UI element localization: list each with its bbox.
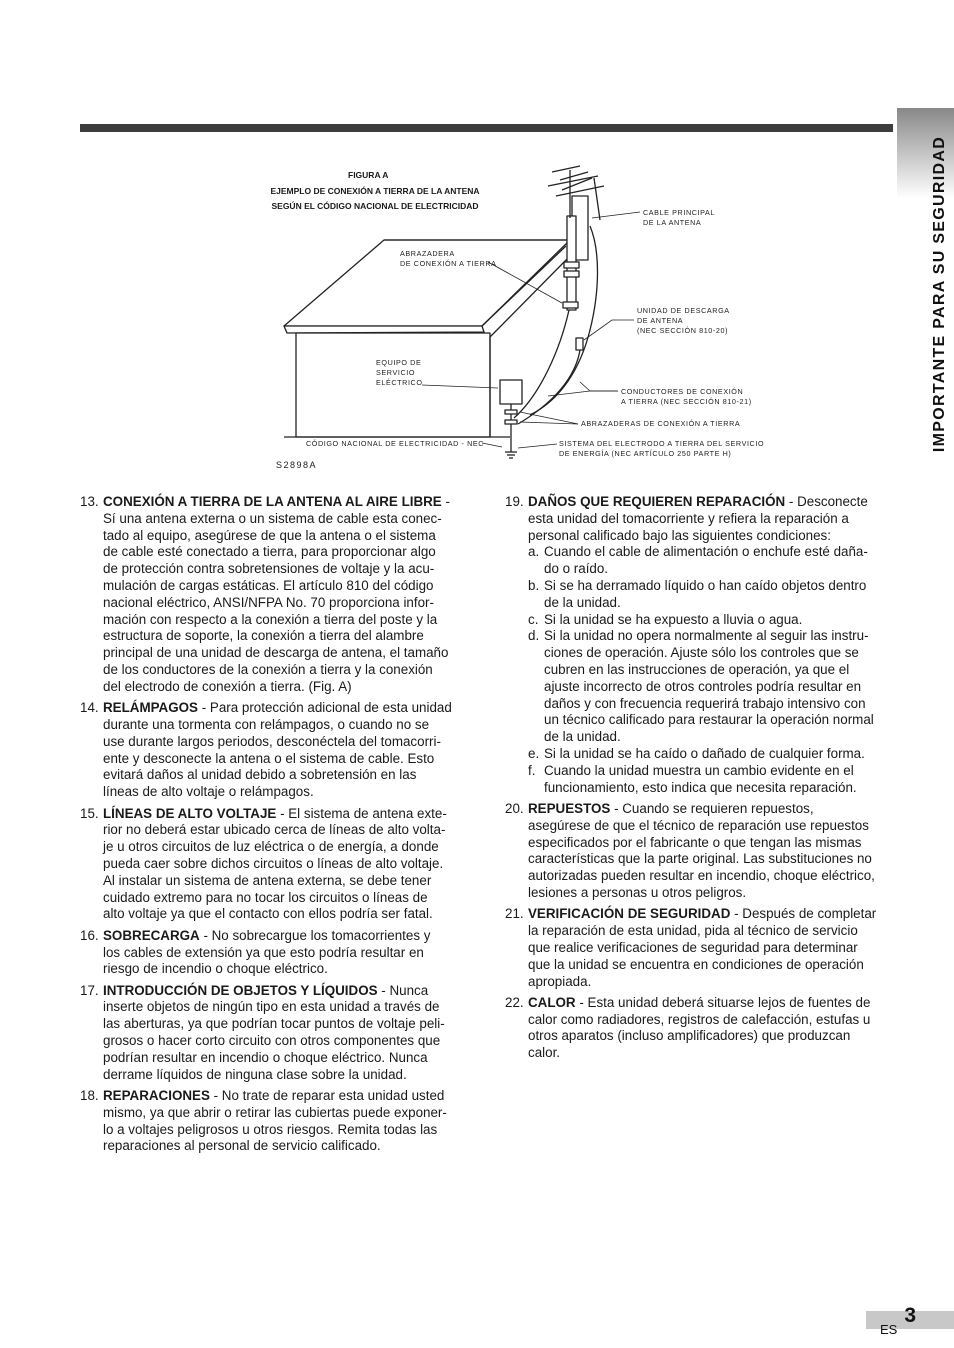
item-line: - Nunca [377,982,429,998]
item-line: los cables de extensión ya que esto podría resultar en [103,944,424,960]
item-line: - [441,494,450,509]
label-service-3: ELÉCTRICO [376,378,423,387]
sub-item [528,578,893,612]
sub-line: Si la unidad se ha expuesto a lluvia o agua. [544,611,803,627]
sub-line: cubren en las instrucciones de operación, ya que el [544,661,850,677]
left-column [80,494,472,1160]
item-line: grosos o hacer corto circuito con otros componentes que [103,1033,441,1049]
list-item [505,995,893,1062]
label-discharge-2: DE ANTENA [637,316,684,325]
item-line: lesiones a personas u otros peligros. [528,884,747,900]
house-roof-edge [284,326,484,333]
sub-line: ciones de operación. Ajuste sólo los controles que se [544,645,859,661]
item-number: 14. [80,700,99,716]
label-nec: CÓDIGO NACIONAL DE ELECTRICIDAD - NEC [306,439,485,448]
list-item [80,806,472,924]
label-discharge-1: UNIDAD DE DESCARGA [637,306,730,315]
sub-item [528,544,893,578]
item-line: de cable esté conectado a tierra, para proporcionar algo [103,544,436,560]
item-line: alto voltaje ya que el contacto con ellos podría ser fatal. [103,906,433,922]
sub-letter: b. [528,577,540,593]
item-line: - Desconecte [785,494,868,509]
antenna-grounding-diagram [0,0,954,480]
item-line: principal de una unidad de descarga de antena, el tamaño [103,645,449,661]
item-number: 20. [505,800,524,816]
sub-line: ajuste incorrecto de otros controles podría resultar en [544,678,862,694]
list-item [505,906,893,990]
label-clamp-2: DE CONEXIÓN A TIERRA [400,259,497,268]
item-line: asegúrese de que el técnico de reparación use repuestos [528,817,869,833]
item-line: especificados por el fabricante o que tengan las mismas [528,834,862,850]
item-line: - No trate de reparar esta unidad usted [209,1088,445,1104]
item-line: - El sistema de antena exte- [276,805,447,821]
item-line: líneas de alto voltaje o relámpagos. [103,784,314,800]
figure-subtitle-2: SEGÚN EL CÓDIGO NACIONAL DE ELECTRICIDAD [271,201,479,211]
item-heading: SOBRECARGA [103,927,200,943]
item-number: 13. [80,494,99,509]
item-heading: RELÁMPAGOS [103,700,198,716]
right-column [505,494,893,1067]
item-line: características que la parte original. Las substituciones no [528,851,872,867]
item-line: ente y desconecte la antena o el sistema de cable. Esto [103,750,435,766]
item-number: 15. [80,805,99,821]
item-line: riesgo de incendio o choque eléctrico. [103,961,328,977]
item-line: rior no deberá estar ubicado cerca de líneas de alto volta- [103,822,446,838]
item-line: inserte objetos de ningún tipo en esta unidad a través de [103,999,440,1015]
list-item [80,700,472,801]
sub-item [528,763,893,797]
item-line: de protección contra sobretensiones de voltaje y la acu- [103,561,435,577]
item-heading: VERIFICACIÓN DE SEGURIDAD [528,906,731,922]
item-line: evitará daños al unidad debido a sobretensión en las [103,767,417,783]
service-equipment [500,380,522,404]
item-heading: LÍNEAS DE ALTO VOLTAJE [103,805,277,821]
item-line: del electrodo de conexión a tierra. (Fig. A) [103,678,352,694]
sub-letter: c. [528,611,539,627]
page-language: ES [880,1322,898,1337]
sub-line: de la unidad. [544,729,621,745]
label-service-2: SERVICIO [376,368,416,377]
item-line: - Cuando se requieren repuestos, [610,800,814,816]
figure-title: FIGURA A [348,170,389,180]
sub-line: daños y con frecuencia requerirá trabajo intensivo con [544,695,866,711]
sub-line: Cuando el cable de alimentación o enchufe esté daña- [544,544,868,560]
item-number: 16. [80,927,99,943]
item-line: durante una tormenta con relámpagos, o cuando no se [103,716,430,732]
figure-code: S2898A [276,460,318,470]
item-heading: DAÑOS QUE REQUIEREN REPARACIÓN [528,494,786,509]
item-line: mulación de cargas estáticas. El artículo 810 del código [103,577,434,593]
item-line: - No sobrecargue los tomacorrientes y [199,927,431,943]
item-line: calor como radiadores, registros de calefacción, estufas u [528,1011,871,1027]
list-item [80,983,472,1084]
item-line: pueda caer sobre dichos circuitos o líneas de alto voltaje. [103,855,444,871]
discharge-unit [576,338,583,350]
item-line: que la unidad se encuentra en condiciones de operación [528,956,864,972]
item-line: cuidado extremo para no tocar los circuitos o líneas de [103,889,428,905]
label-discharge-3: (NEC SECCIÓN 810-20) [637,326,729,335]
sub-line: Si se ha derramado líquido o han caído objetos dentro [544,577,867,593]
list-item [505,494,893,796]
item-heading: CALOR [528,994,576,1010]
item-line: esta unidad del tomacorriente y refiera la reparación a [528,510,849,526]
page-number: 3 [904,1304,916,1327]
sub-item [528,746,893,763]
item-number: 21. [505,906,524,922]
label-service-1: EQUIPO DE [376,358,422,367]
list-item [80,494,472,696]
item-line: de los conductores de la conexión a tierra y la conexión [103,661,433,677]
list-item [80,928,472,978]
item-line: que realice verificaciones de seguridad para determinar [528,939,858,955]
label-clamp-1: ABRAZADERA [400,249,455,258]
item-line: Al instalar un sistema de antena externa, se debe tener [103,872,432,888]
sub-line: Si la unidad no opera normalmente al seguir las instru- [544,628,869,644]
item-line: mismo, ya que abrir o retirar las cubiertas puede exponer- [103,1104,447,1120]
item-number: 17. [80,982,99,998]
item-line: autorizadas pueden resultar en incendio, choque eléctrico, [528,868,875,884]
sub-letter: a. [528,544,540,560]
sub-line: de la unidad. [544,594,621,610]
side-tab-label: IMPORTANTE PARA SU SEGURIDAD [930,135,948,453]
item-line: calor. [528,1045,561,1061]
item-heading: INTRODUCCIÓN DE OBJETOS Y LÍQUIDOS [103,982,378,998]
sub-line: Si la unidad se ha caído o dañado de cualquier forma. [544,745,865,761]
sub-line: do o raído. [544,561,609,577]
item-line: las aberturas, ya que podrían tocar puntos de voltaje peli- [103,1016,445,1032]
label-electrode-2: DE ENERGÍA (NEC ARTÍCULO 250 PARTE H) [559,449,732,458]
item-line: otros aparatos (incluso amplificadores) que produzcan [528,1028,851,1044]
sub-item [528,612,893,629]
label-cable-2: DE LA ANTENA [643,218,702,227]
item-line: estructura de soporte, la conexión a tierra del alambre [103,628,424,644]
sub-line: funcionamiento, esto indica que necesita reparación. [544,779,857,795]
sub-line: un técnico calificado para restaurar la operación normal [544,712,874,728]
list-item [505,801,893,902]
item-line: la reparación de esta unidad, pida al técnico de servicio [528,923,858,939]
item-line: personal calificado bajo las siguientes condiciones: [528,527,831,543]
item-line: - Esta unidad deberá situarse lejos de fuentes de [575,994,871,1010]
item-line: nacional eléctrico, ANSI/NFPA No. 70 proporciona infor- [103,594,434,610]
list-item [80,1088,472,1155]
ground-conductor-2 [518,350,580,424]
item-heading: REPARACIONES [103,1088,210,1104]
label-clamps: ABRAZADERAS DE CONEXIÓN A TIERRA [581,419,741,428]
item-line: apropiada. [528,973,592,989]
item-line: - Para protección adicional de esta unidad [197,700,452,716]
item-line: mación con respecto a la conexión a tierra del poste y la [103,611,438,627]
sub-letter: e. [528,745,540,761]
sub-item [528,628,893,746]
item-line: reparaciones al personal de servicio calificado. [103,1138,381,1154]
item-heading: REPUESTOS [528,800,611,816]
item-line: podrían resultar en incendio o choque eléctrico. Nunca [103,1049,428,1065]
item-line: - Después de completar [730,906,877,922]
item-number: 18. [80,1088,99,1104]
figure-subtitle-1: EJEMPLO DE CONEXIÓN A TIERRA DE LA ANTENA [270,186,480,196]
item-line: lo a voltajes peligrosos u otros riesgos. Remita todas las [103,1121,438,1137]
sub-letter: d. [528,628,540,644]
label-conductors-2: A TIERRA (NEC SECCIÓN 810-21) [621,397,752,406]
item-line: derrame líquidos de ninguna clase sobre la unidad. [103,1066,407,1082]
item-heading: CONEXIÓN A TIERRA DE LA ANTENA AL AIRE LIBRE [103,494,442,509]
item-line: use durante largos periodos, desconéctela del tomacorri- [103,733,441,749]
item-number: 22. [505,994,524,1010]
label-electrode-1: SISTEMA DEL ELECTRODO A TIERRA DEL SERVICIO [559,439,765,448]
item-line: tado al equipo, asegúrese de que la antena o el sistema [103,527,436,543]
label-conductors-1: CONDUCTORES DE CONEXIÓN [621,387,744,396]
label-cable-1: CABLE PRINCIPAL [643,208,715,217]
item-line: je u otros circuitos de luz eléctrica o de energía, a donde [103,839,439,855]
sub-line: Cuando la unidad muestra un cambio evidente en el [544,762,854,778]
item-line: Sí una antena externa o un sistema de cable esta conec- [103,510,442,526]
sub-letter: f. [528,762,536,778]
item-number: 19. [505,494,524,509]
